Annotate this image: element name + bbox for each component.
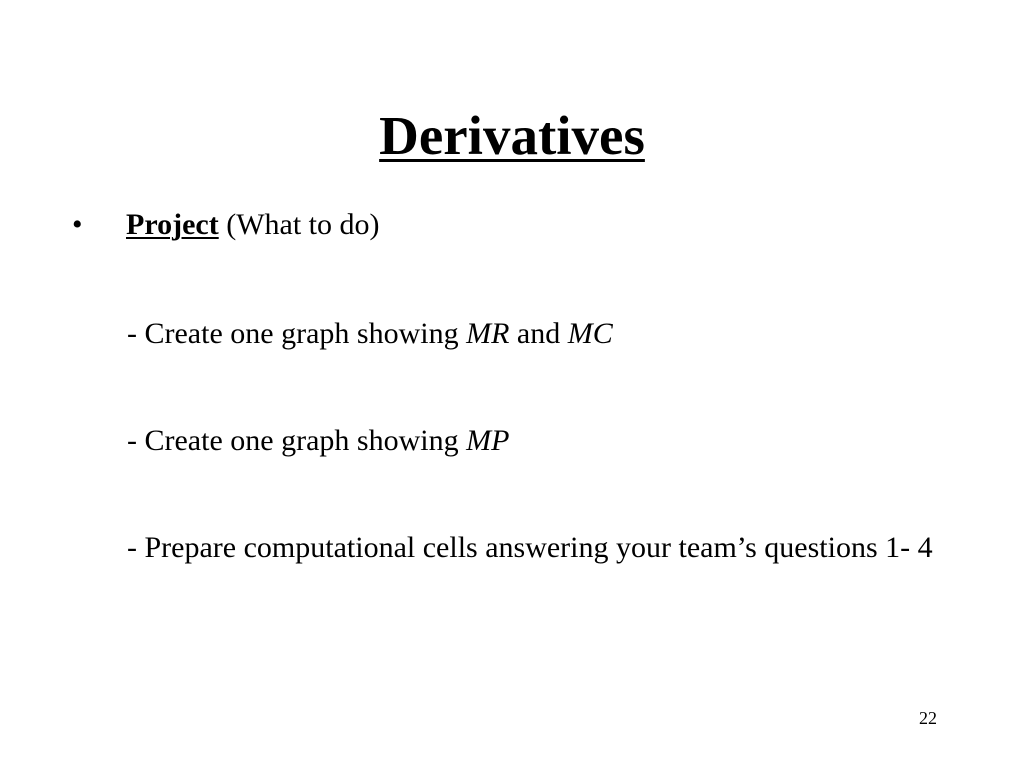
bullet-project	[72, 205, 380, 245]
task-item-mp	[127, 419, 947, 462]
task-item-mr-mc	[127, 312, 947, 355]
task-text: - Create one graph showing	[127, 317, 467, 350]
task-text: - Prepare computational cells answering your team’s questions 1- 4	[127, 531, 933, 564]
term-mr: MR	[466, 317, 510, 350]
task-text: - Create one graph showing	[127, 424, 467, 457]
bullet-text: (What to do)	[218, 208, 380, 241]
task-item-computational-cells	[127, 526, 947, 569]
bullet-keyword: Project	[126, 208, 219, 241]
slide-title: Derivatives	[379, 105, 645, 166]
bullet-icon: •	[72, 208, 83, 241]
term-mp: MP	[466, 424, 510, 457]
task-connector: and	[509, 317, 568, 350]
term-mc: MC	[567, 317, 613, 350]
page-number: 22	[919, 708, 937, 728]
